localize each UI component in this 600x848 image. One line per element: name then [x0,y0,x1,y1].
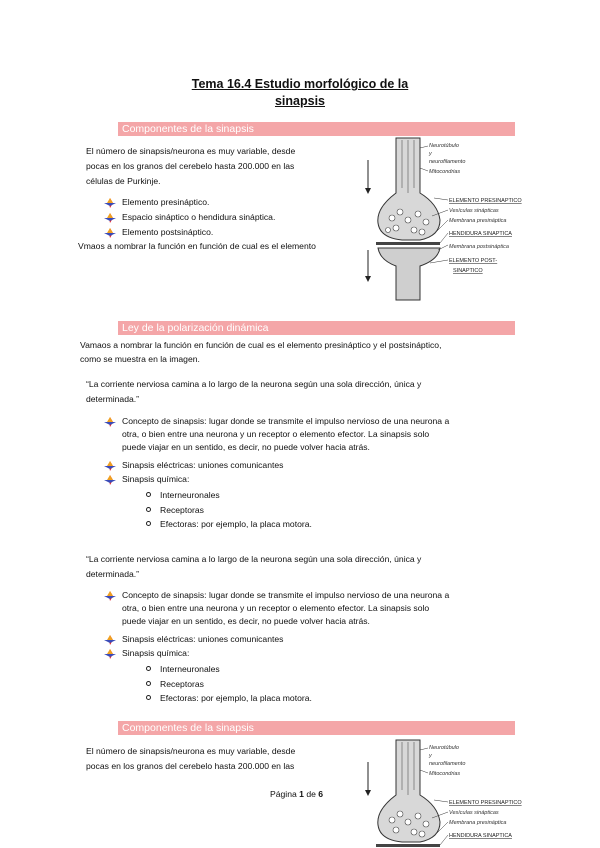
page-title: Tema 16.4 Estudio morfológico de la [191,77,409,91]
label-elemento-pre: ELEMENTO PRESINAPTICO [449,800,522,806]
label-neurofilamentos: neurofilamento [429,159,466,165]
quote-line1: “La corriente nerviosa camina a lo largo de la neurona según una sola dirección, única y [86,379,422,389]
section2-para-line2: como se muestra en la imagen. [80,354,200,364]
label-neurotubulo: Neurotúbulo [429,745,459,751]
sub-interneuronales: Interneuronales [160,664,220,674]
quote-line2: determinada.” [86,569,140,579]
section-heading-componentes-2: Componentes de la sinapsis [118,721,515,735]
label-membrana-pre: Membrana presináptica [449,218,507,224]
label-y: y [429,753,432,759]
sub-efectoras: Efectoras: por ejemplo, la placa motora. [160,519,312,529]
sub-interneuronales: Interneuronales [160,490,220,500]
label-hendidura: HENDIDURA SINAPTICA [449,231,512,237]
circle-bullet-icon [146,507,151,512]
bullet-arrow-icon [104,461,116,471]
bullet-postsinaptico: Elemento postsináptico. [122,227,214,237]
bullet-arrow-icon [104,213,116,223]
electricas-text: Sinapsis eléctricas: uniones comunicantes [122,634,284,644]
label-y: y [429,151,432,157]
bullet-arrow-icon [104,228,116,238]
footer-de: de [306,789,316,799]
bullet-espacio: Espacio sináptico o hendidura sináptica. [122,212,276,222]
page-title-line2: sinapsis [274,94,326,108]
synapse-figure [362,138,522,300]
label-elemento-post-1: ELEMENTO POST- [449,258,498,264]
label-mitocondrias: Mitocondrias [429,771,461,777]
label-membrana-pre: Membrana presináptica [449,820,507,826]
footer-pagina: Página [270,789,297,799]
list-item-electricas [104,459,283,472]
concepto-line2: otra, o bien entre una neurona y un receptor o elemento efector. La sinapsis solo [122,603,430,614]
concepto-line1: Concepto de sinapsis: lugar donde se transmite el impulso nervioso de una neurona a [122,590,450,600]
circle-bullet-icon [146,695,151,700]
circle-bullet-icon [146,521,151,526]
list-item-quimica [104,473,189,486]
bullet-arrow-icon [104,591,116,601]
quimica-text: Sinapsis química: [122,474,190,484]
label-mitocondrias: Mitocondrias [429,169,461,175]
sub-item [146,691,312,706]
label-elemento-post-2: SINAPTICO [453,268,483,274]
concepto-line1: Concepto de sinapsis: lugar donde se transmite el impulso nervioso de una neurona a [122,416,450,426]
label-vesiculas: Vesículas sinápticas [449,810,499,816]
bullet-arrow-icon [104,635,116,645]
synapse-figure-2 [362,740,522,848]
quimica-text: Sinapsis química: [122,648,190,658]
section3-para-line1: El número de sinapsis/neurona es muy variable, desde [86,746,296,756]
section2-para-line1: Vamaos a nombrar la función en función de cual es el elemento presináptico y el postsináptico, [80,340,442,350]
footer-current-page: 1 [299,789,304,799]
list-item-concepto [104,589,542,629]
page-footer [270,789,323,799]
list-item [104,211,275,224]
label-neurotubulo: Neurotúbulo [429,143,459,149]
circle-bullet-icon [146,666,151,671]
label-vesiculas: Vesículas sinápticas [449,208,499,214]
quote-line1: “La corriente nerviosa camina a lo largo de la neurona según una sola dirección, única y [86,554,422,564]
list-item [104,196,209,209]
bullet-arrow-icon [104,198,116,208]
bullet-presinaptico: Elemento presináptico. [122,197,210,207]
sub-receptoras: Receptoras [160,679,204,689]
concepto-line3: puede viajar en un sentido, es decir, no puede volver hacia atrás. [122,616,370,627]
circle-bullet-icon [146,681,151,686]
sub-item [146,662,220,677]
sub-item [146,677,204,692]
list-item [104,226,213,239]
bullet-arrow-icon [104,417,116,427]
sub-efectoras: Efectoras: por ejemplo, la placa motora. [160,693,312,703]
section3-para-line2: pocas en los granos del cerebelo hasta 200.000 en las [86,761,295,771]
electricas-text: Sinapsis eléctricas: uniones comunicantes [122,460,284,470]
footer-total-pages: 6 [318,789,324,799]
bullet-arrow-icon [104,475,116,485]
section1-para-line3: células de Purkinje. [86,176,161,186]
sub-item [146,503,204,518]
label-membrana-post: Membrana postsináptica [449,244,509,250]
section1-para-line1: El número de sinapsis/neurona es muy variable, desde [86,146,296,156]
section1-after: Vmaos a nombrar la función en función de cual es el elemento [78,241,316,251]
bullet-arrow-icon [104,649,116,659]
section-heading-componentes: Componentes de la sinapsis [118,122,515,136]
section-heading-polarizacion: Ley de la polarización dinámica [118,321,515,335]
label-neurofilamentos: neurofilamento [429,761,466,767]
label-hendidura: HENDIDURA SINAPTICA [449,833,512,839]
label-elemento-pre: ELEMENTO PRESINAPTICO [449,198,522,204]
section1-para-line2: pocas en los granos del cerebelo hasta 200.000 en las [86,161,295,171]
quote-line2: determinada.” [86,394,140,404]
list-item-concepto [104,415,542,455]
list-item-electricas [104,633,283,646]
sub-item [146,517,312,532]
sub-receptoras: Receptoras [160,505,204,515]
concepto-line3: puede viajar en un sentido, es decir, no puede volver hacia atrás. [122,442,370,453]
list-item-quimica [104,647,189,660]
concepto-line2: otra, o bien entre una neurona y un receptor o elemento efector. La sinapsis solo [122,429,430,440]
sub-item [146,488,220,503]
circle-bullet-icon [146,492,151,497]
